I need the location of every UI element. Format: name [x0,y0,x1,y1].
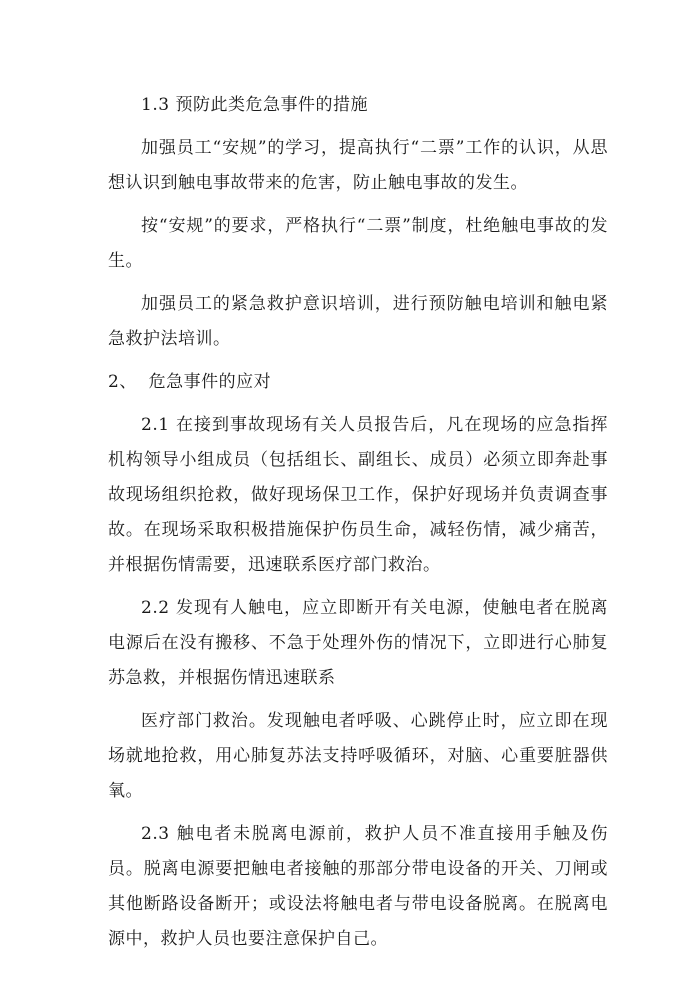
paragraph: 2.3 触电者未脱离电源前，救护人员不准直接用手触及伤员。脱离电源要把触电者接触的那部分带电设备的开关、刀闸或其他断路设备断开；或设法将触电者与带电设备脱离。在脱离电源中，救护人员也要注意保护自己。 [108,824,608,949]
paragraph: 加强员工“安规”的学习，提高执行“二票”工作的认识，从思想认识到触电事故带来的危害，防止触电事故的发生。 [108,138,608,193]
paragraph: 加强员工的紧急救护意识培训，进行预防触电培训和触电紧急救护法培训。 [108,294,608,349]
paragraph: 2.1 在接到事故现场有关人员报告后，凡在现场的应急指挥机构领导小组成员（包括组长、副组长、成员）必须立即奔赴事故现场组织抢救，做好现场保卫工作，保护好现场并负责调查事故。在现场采取积极措施保护伤员生命，减轻伤情，减少痛苦，并根据伤情需要，迅速联系医疗部门救治。 [108,415,608,575]
paragraph: 医疗部门救治。发现触电者呼吸、心跳停止时，应立即在现场就地抢救，用心肺复苏法支持呼吸循环，对脑、心重要脏器供氧。 [108,711,608,801]
document-body [108,88,608,965]
section-heading-2: 2、 危急事件的应对 [108,372,272,392]
paragraph: 按“安规”的要求，严格执行“二票”制度，杜绝触电事故的发生。 [108,216,608,271]
paragraph: 2.2 发现有人触电，应立即断开有关电源，使触电者在脱离电源后在没有搬移、不急于处理外伤的情况下，立即进行心肺复苏急救，并根据伤情迅速联系 [108,598,608,688]
section-heading-1-3: 1.3 预防此类危急事件的措施 [141,95,368,115]
